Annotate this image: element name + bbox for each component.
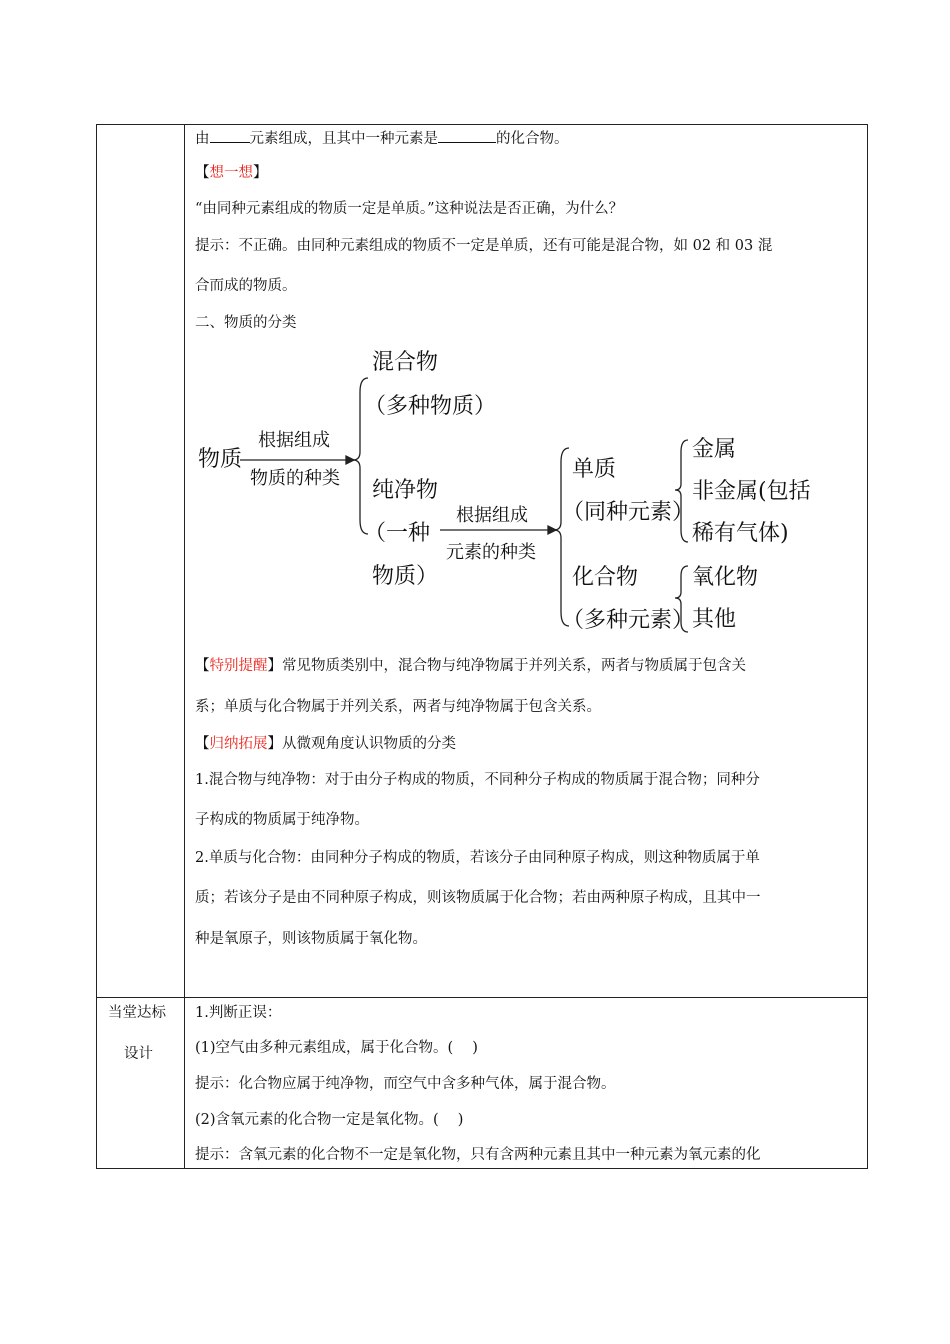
exercise-hint-2: 提示：含氧元素的化合物不一定是氧化物，只有含两种元素且其中一种元素为氧元素的化: [195, 1147, 761, 1163]
brace-2: [554, 448, 569, 626]
exercise-question-1: (1)空气由多种元素组成，属于化合物。( ): [195, 1040, 478, 1056]
arrow-2-label-bottom: 元素的种类: [446, 542, 536, 563]
section-title: 二、物质的分类: [195, 315, 297, 331]
pure-note-1: （一种: [364, 521, 431, 546]
row-label-line-2: 设计: [124, 1046, 153, 1062]
mixture-label: 混合物: [372, 350, 439, 375]
metal-label: 金属: [692, 437, 737, 462]
pure-note-2: 物质）: [372, 564, 439, 589]
compound-note: （多种元素）: [562, 608, 695, 633]
think-hint-line-2: 合而成的物质。: [195, 278, 297, 294]
think-hint-line-1: 提示：不正确。由同种元素组成的物质不一定是单质，还有可能是混合物，如 02 和 03 混: [195, 238, 773, 254]
think-heading: 【想一想】: [195, 165, 268, 181]
think-question: “由同种元素组成的物质一定是单质。”这种说法是否正确，为什么？: [195, 201, 624, 217]
mixture-note: （多种物质）: [364, 394, 497, 419]
special-reminder-line-1: 【特别提醒】常见物质类别中，混合物与纯净物属于并列关系，两者与物质属于包含关: [195, 658, 746, 674]
arrow-1-head: [346, 456, 354, 464]
row-label-line-1: 当堂达标: [108, 1005, 166, 1021]
element-label: 单质: [572, 457, 617, 482]
extension-2-line-2: 质；若该分子是由不同种原子构成，则该物质属于化合物；若由两种原子构成，且其中一: [195, 890, 761, 906]
definition-line: 由 元素组成，且其中一种元素是 的化合物。: [195, 128, 569, 149]
extension-2-line-1: 2.单质与化合物：由同种分子构成的物质，若该分子由同种原子构成，则这种物质属于单: [195, 850, 760, 866]
noble-gas-label: 稀有气体): [692, 521, 789, 546]
exercise-question-2: (2)含氧元素的化合物一定是氧化物。( ): [195, 1112, 464, 1128]
pure-label: 纯净物: [372, 478, 439, 503]
brace-3: [675, 440, 688, 542]
arrow-1-label-top: 根据组成: [258, 430, 330, 451]
exercise-hint-1: 提示：化合物应属于纯净物，而空气中含多种气体，属于混合物。: [195, 1076, 616, 1092]
element-note: （同种元素）: [562, 500, 695, 525]
extension-1-line-1: 1.混合物与纯净物：对于由分子构成的物质，不同种分子构成的物质属于混合物；同种分: [195, 772, 760, 788]
arrow-2-label-top: 根据组成: [456, 505, 528, 526]
extension-1-line-2: 子构成的物质属于纯净物。: [195, 812, 369, 828]
other-label: 其他: [692, 607, 737, 632]
exercise-title: 1.判断正误：: [195, 1005, 282, 1021]
extension-heading: 【归纳拓展】从微观角度认识物质的分类: [195, 736, 456, 752]
nonmetal-label: 非金属(包括: [692, 479, 811, 504]
oxide-label: 氧化物: [692, 565, 759, 590]
compound-label: 化合物: [572, 565, 639, 590]
arrow-1-label-bottom: 物质的种类: [250, 468, 340, 489]
extension-2-line-3: 种是氧原子，则该物质属于氧化物。: [195, 931, 427, 947]
special-reminder-line-2: 系；单质与化合物属于并列关系，两者与纯净物属于包含关系。: [195, 699, 601, 715]
diagram-root: 物质: [198, 447, 243, 472]
